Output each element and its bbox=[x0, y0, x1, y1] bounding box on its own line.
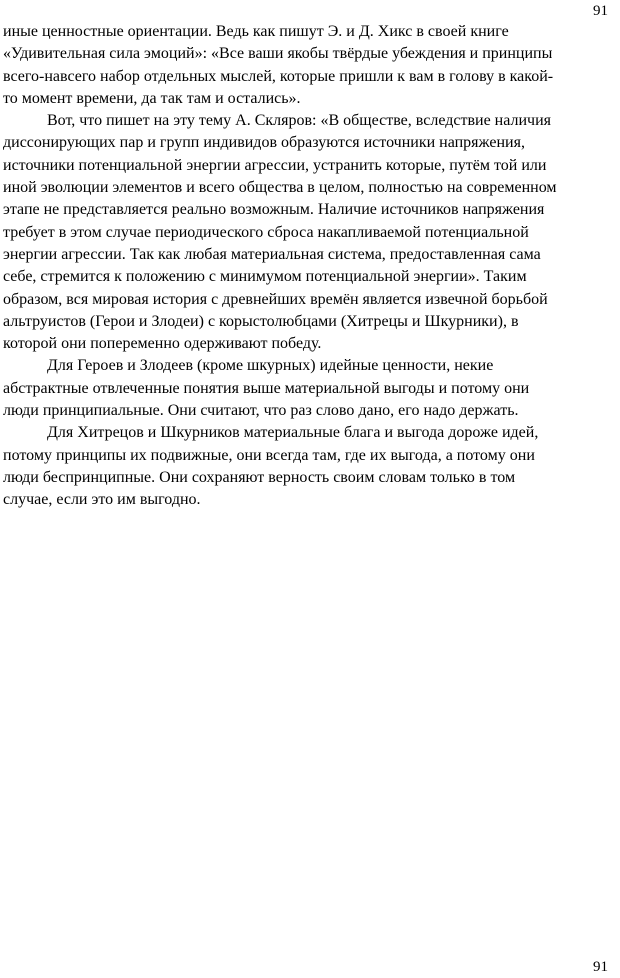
text-body bbox=[3, 21, 611, 512]
paragraph-2 bbox=[3, 110, 611, 355]
page-number-bottom: 91 bbox=[593, 959, 608, 975]
text-line: то момент времени, да так там и остались». bbox=[3, 89, 301, 107]
text-line: образом, вся мировая история с древнейших времён является извечной борьбой bbox=[3, 290, 548, 308]
text-line: всего-навсего набор отдельных мыслей, которые пришли к вам в голову в какой- bbox=[3, 67, 554, 85]
text-line: иные ценностные ориентации. Ведь как пишут Э. и Д. Хикс в своей книге bbox=[3, 23, 509, 40]
text-line: диссонирующих пар и групп индивидов образуются источники напряжения, bbox=[3, 134, 525, 152]
text-line: потому принципы их подвижные, они всегда там, где их выгода, а потому они bbox=[3, 446, 535, 464]
text-line: требует в этом случае периодического сброса накапливаемой потенциальной bbox=[3, 223, 529, 241]
text-line: энергии агрессии. Так как любая материальная система, предоставленная сама bbox=[3, 245, 541, 263]
paragraph-1 bbox=[3, 21, 611, 110]
text-line: Для Героев и Злодеев (кроме шкурных) идейные ценности, некие bbox=[47, 357, 494, 375]
text-line: этапе не представляется реально возможным. Наличие источников напряжения bbox=[3, 201, 545, 219]
text-line: случае, если это им выгодно. bbox=[3, 491, 201, 509]
text-line: Вот, что пишет на эту тему А. Скляров: «В обществе, вследствие наличия bbox=[47, 112, 551, 130]
text-line: альтруистов (Герои и Злодеи) с корыстолюбцами (Хитрецы и Шкурники), в bbox=[3, 312, 519, 330]
text-line: источники потенциальной энергии агрессии, устранить которые, путём той или bbox=[3, 156, 547, 174]
paragraph-4 bbox=[3, 422, 611, 511]
paragraph-3 bbox=[3, 355, 611, 422]
text-line: себе, стремится к положению с минимумом потенциальной энергии». Таким bbox=[3, 268, 527, 286]
text-line: люди принципиальные. Они считают, что раз слово дано, его надо держать. bbox=[3, 402, 519, 420]
text-line: Для Хитрецов и Шкурников материальные блага и выгода дороже идей, bbox=[47, 424, 539, 442]
text-line: люди беспринципные. Они сохраняют верность своим словам только в том bbox=[3, 468, 516, 486]
page-number-top: 91 bbox=[593, 3, 608, 19]
text-line: абстрактные отвлеченные понятия выше материальной выгоды и потому они bbox=[3, 379, 530, 397]
text-line: иной эволюции элементов и всего общества в целом, полностью на современном bbox=[3, 179, 557, 197]
text-line: «Удивительная сила эмоций»: «Все ваши якобы твёрдые убеждения и принципы bbox=[3, 45, 553, 63]
text-line: которой они попеременно одерживают победу. bbox=[3, 335, 322, 353]
